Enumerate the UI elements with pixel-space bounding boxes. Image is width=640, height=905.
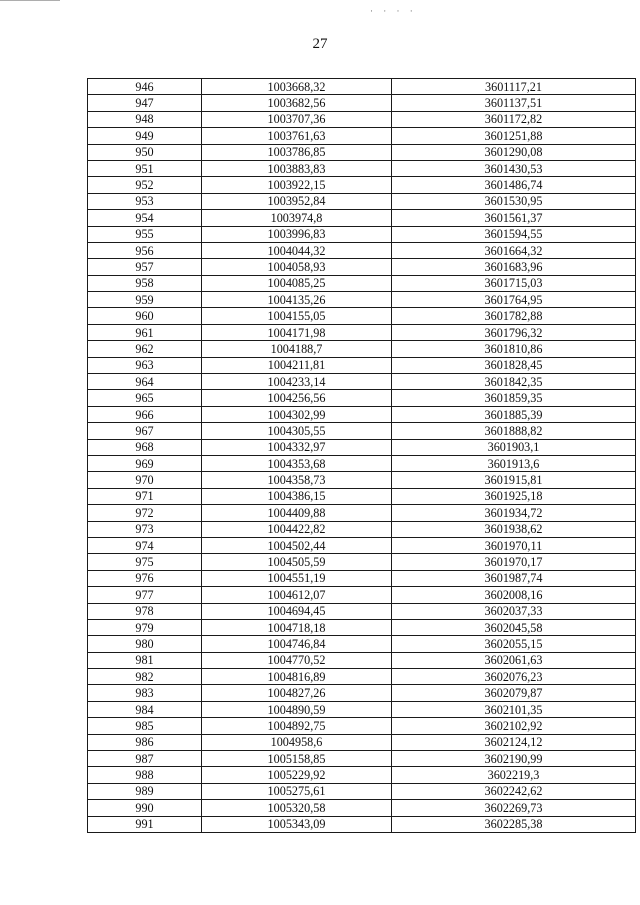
x-coordinate-cell: 1003707,36 — [202, 111, 392, 127]
y-coordinate-cell: 3601290,08 — [392, 144, 636, 160]
x-coordinate-cell: 1004353,68 — [202, 455, 392, 471]
table-row — [88, 341, 636, 357]
table-row — [88, 800, 636, 816]
y-coordinate-cell: 3601842,35 — [392, 374, 636, 390]
table-row — [88, 210, 636, 226]
point-number-cell: 982 — [88, 669, 202, 685]
y-coordinate-cell: 3601934,72 — [392, 505, 636, 521]
x-coordinate-cell: 1004085,25 — [202, 275, 392, 291]
x-coordinate-cell: 1004233,14 — [202, 374, 392, 390]
point-number-cell: 969 — [88, 455, 202, 471]
table-row — [88, 505, 636, 521]
table-row — [88, 701, 636, 717]
x-coordinate-cell: 1004958,6 — [202, 734, 392, 750]
x-coordinate-cell: 1004422,82 — [202, 521, 392, 537]
y-coordinate-cell: 3601715,03 — [392, 275, 636, 291]
point-number-cell: 957 — [88, 259, 202, 275]
table-row — [88, 144, 636, 160]
x-coordinate-cell: 1005229,92 — [202, 767, 392, 783]
point-number-cell: 956 — [88, 242, 202, 258]
y-coordinate-cell: 3601486,74 — [392, 177, 636, 193]
table-row — [88, 783, 636, 799]
table-row — [88, 521, 636, 537]
x-coordinate-cell: 1004892,75 — [202, 718, 392, 734]
y-coordinate-cell: 3601594,55 — [392, 226, 636, 242]
point-number-cell: 950 — [88, 144, 202, 160]
x-coordinate-cell: 1004256,56 — [202, 390, 392, 406]
point-number-cell: 953 — [88, 193, 202, 209]
x-coordinate-cell: 1004612,07 — [202, 587, 392, 603]
point-number-cell: 990 — [88, 800, 202, 816]
y-coordinate-cell: 3602101,35 — [392, 701, 636, 717]
y-coordinate-cell: 3601764,95 — [392, 292, 636, 308]
x-coordinate-cell: 1003682,56 — [202, 95, 392, 111]
table-row — [88, 242, 636, 258]
x-coordinate-cell: 1004890,59 — [202, 701, 392, 717]
point-number-cell: 952 — [88, 177, 202, 193]
y-coordinate-cell: 3602219,3 — [392, 767, 636, 783]
x-coordinate-cell: 1004358,73 — [202, 472, 392, 488]
table-row — [88, 390, 636, 406]
x-coordinate-cell: 1004058,93 — [202, 259, 392, 275]
y-coordinate-cell: 3602190,99 — [392, 751, 636, 767]
x-coordinate-cell: 1004171,98 — [202, 324, 392, 340]
point-number-cell: 968 — [88, 439, 202, 455]
y-coordinate-cell: 3601885,39 — [392, 406, 636, 422]
point-number-cell: 964 — [88, 374, 202, 390]
point-number-cell: 947 — [88, 95, 202, 111]
y-coordinate-cell: 3601925,18 — [392, 488, 636, 504]
table-row — [88, 603, 636, 619]
y-coordinate-cell: 3601796,32 — [392, 324, 636, 340]
table-row — [88, 619, 636, 635]
x-coordinate-cell: 1004302,99 — [202, 406, 392, 422]
table-row — [88, 554, 636, 570]
table-row — [88, 226, 636, 242]
point-number-cell: 977 — [88, 587, 202, 603]
point-number-cell: 955 — [88, 226, 202, 242]
point-number-cell: 958 — [88, 275, 202, 291]
table-row — [88, 111, 636, 127]
y-coordinate-cell: 3601251,88 — [392, 128, 636, 144]
table-row — [88, 734, 636, 750]
x-coordinate-cell: 1004386,15 — [202, 488, 392, 504]
page-number: 27 — [312, 36, 328, 52]
point-number-cell: 985 — [88, 718, 202, 734]
y-coordinate-cell: 3601782,88 — [392, 308, 636, 324]
y-coordinate-cell: 3602242,62 — [392, 783, 636, 799]
y-coordinate-cell: 3602008,16 — [392, 587, 636, 603]
y-coordinate-cell: 3601970,11 — [392, 537, 636, 553]
x-coordinate-cell: 1003761,63 — [202, 128, 392, 144]
x-coordinate-cell: 1004505,59 — [202, 554, 392, 570]
x-coordinate-cell: 1003952,84 — [202, 193, 392, 209]
x-coordinate-cell: 1005343,09 — [202, 816, 392, 832]
table-row — [88, 718, 636, 734]
y-coordinate-cell: 3602285,38 — [392, 816, 636, 832]
table-row — [88, 193, 636, 209]
y-coordinate-cell: 3601561,37 — [392, 210, 636, 226]
point-number-cell: 946 — [88, 79, 202, 95]
y-coordinate-cell: 3601137,51 — [392, 95, 636, 111]
table-row — [88, 406, 636, 422]
y-coordinate-cell: 3602055,15 — [392, 636, 636, 652]
point-number-cell: 979 — [88, 619, 202, 635]
point-number-cell: 988 — [88, 767, 202, 783]
table-row — [88, 292, 636, 308]
point-number-cell: 970 — [88, 472, 202, 488]
y-coordinate-cell: 3602037,33 — [392, 603, 636, 619]
point-number-cell: 978 — [88, 603, 202, 619]
x-coordinate-cell: 1004502,44 — [202, 537, 392, 553]
table-row — [88, 324, 636, 340]
x-coordinate-cell: 1004551,19 — [202, 570, 392, 586]
coordinates-table — [87, 78, 636, 833]
point-number-cell: 976 — [88, 570, 202, 586]
table-row — [88, 537, 636, 553]
x-coordinate-cell: 1004409,88 — [202, 505, 392, 521]
table-row — [88, 374, 636, 390]
x-coordinate-cell: 1004305,55 — [202, 423, 392, 439]
y-coordinate-cell: 3601859,35 — [392, 390, 636, 406]
y-coordinate-cell: 3601664,32 — [392, 242, 636, 258]
y-coordinate-cell: 3601903,1 — [392, 439, 636, 455]
point-number-cell: 972 — [88, 505, 202, 521]
table-row — [88, 259, 636, 275]
coordinates-table-body — [88, 79, 636, 833]
table-row — [88, 816, 636, 832]
point-number-cell: 965 — [88, 390, 202, 406]
table-row — [88, 160, 636, 176]
table-row — [88, 79, 636, 95]
table-row — [88, 95, 636, 111]
table-row — [88, 488, 636, 504]
table-row — [88, 423, 636, 439]
x-coordinate-cell: 1004135,26 — [202, 292, 392, 308]
table-row — [88, 472, 636, 488]
point-number-cell: 981 — [88, 652, 202, 668]
x-coordinate-cell: 1005320,58 — [202, 800, 392, 816]
y-coordinate-cell: 3601530,95 — [392, 193, 636, 209]
y-coordinate-cell: 3601915,81 — [392, 472, 636, 488]
point-number-cell: 973 — [88, 521, 202, 537]
table-row — [88, 767, 636, 783]
x-coordinate-cell: 1004816,89 — [202, 669, 392, 685]
scan-artifact — [0, 0, 60, 7]
x-coordinate-cell: 1004694,45 — [202, 603, 392, 619]
point-number-cell: 987 — [88, 751, 202, 767]
table-row — [88, 570, 636, 586]
y-coordinate-cell: 3601117,21 — [392, 79, 636, 95]
x-coordinate-cell: 1003996,83 — [202, 226, 392, 242]
table-row — [88, 587, 636, 603]
x-coordinate-cell: 1003974,8 — [202, 210, 392, 226]
point-number-cell: 948 — [88, 111, 202, 127]
point-number-cell: 967 — [88, 423, 202, 439]
y-coordinate-cell: 3601810,86 — [392, 341, 636, 357]
point-number-cell: 984 — [88, 701, 202, 717]
point-number-cell: 986 — [88, 734, 202, 750]
y-coordinate-cell: 3601938,62 — [392, 521, 636, 537]
y-coordinate-cell: 3602076,23 — [392, 669, 636, 685]
point-number-cell: 971 — [88, 488, 202, 504]
point-number-cell: 961 — [88, 324, 202, 340]
x-coordinate-cell: 1004718,18 — [202, 619, 392, 635]
y-coordinate-cell: 3601970,17 — [392, 554, 636, 570]
table-row — [88, 669, 636, 685]
table-row — [88, 308, 636, 324]
x-coordinate-cell: 1003668,32 — [202, 79, 392, 95]
x-coordinate-cell: 1004211,81 — [202, 357, 392, 373]
point-number-cell: 962 — [88, 341, 202, 357]
point-number-cell: 960 — [88, 308, 202, 324]
x-coordinate-cell: 1004332,97 — [202, 439, 392, 455]
point-number-cell: 963 — [88, 357, 202, 373]
point-number-cell: 975 — [88, 554, 202, 570]
x-coordinate-cell: 1004188,7 — [202, 341, 392, 357]
point-number-cell: 966 — [88, 406, 202, 422]
table-row — [88, 177, 636, 193]
y-coordinate-cell: 3601683,96 — [392, 259, 636, 275]
y-coordinate-cell: 3602079,87 — [392, 685, 636, 701]
point-number-cell: 974 — [88, 537, 202, 553]
y-coordinate-cell: 3602061,63 — [392, 652, 636, 668]
y-coordinate-cell: 3601987,74 — [392, 570, 636, 586]
y-coordinate-cell: 3601913,6 — [392, 455, 636, 471]
table-row — [88, 275, 636, 291]
y-coordinate-cell: 3602124,12 — [392, 734, 636, 750]
table-row — [88, 636, 636, 652]
x-coordinate-cell: 1004827,26 — [202, 685, 392, 701]
point-number-cell: 983 — [88, 685, 202, 701]
table-row — [88, 652, 636, 668]
y-coordinate-cell: 3602102,92 — [392, 718, 636, 734]
y-coordinate-cell: 3601888,82 — [392, 423, 636, 439]
scan-artifact-dots: · · · · — [370, 6, 417, 16]
table-row — [88, 128, 636, 144]
x-coordinate-cell: 1003883,83 — [202, 160, 392, 176]
table-row — [88, 357, 636, 373]
point-number-cell: 959 — [88, 292, 202, 308]
y-coordinate-cell: 3602045,58 — [392, 619, 636, 635]
point-number-cell: 951 — [88, 160, 202, 176]
x-coordinate-cell: 1004770,52 — [202, 652, 392, 668]
y-coordinate-cell: 3601828,45 — [392, 357, 636, 373]
y-coordinate-cell: 3601172,82 — [392, 111, 636, 127]
point-number-cell: 980 — [88, 636, 202, 652]
point-number-cell: 991 — [88, 816, 202, 832]
x-coordinate-cell: 1003786,85 — [202, 144, 392, 160]
point-number-cell: 949 — [88, 128, 202, 144]
y-coordinate-cell: 3602269,73 — [392, 800, 636, 816]
x-coordinate-cell: 1003922,15 — [202, 177, 392, 193]
x-coordinate-cell: 1004746,84 — [202, 636, 392, 652]
y-coordinate-cell: 3601430,53 — [392, 160, 636, 176]
x-coordinate-cell: 1004044,32 — [202, 242, 392, 258]
point-number-cell: 989 — [88, 783, 202, 799]
table-row — [88, 685, 636, 701]
x-coordinate-cell: 1005275,61 — [202, 783, 392, 799]
x-coordinate-cell: 1005158,85 — [202, 751, 392, 767]
point-number-cell: 954 — [88, 210, 202, 226]
table-row — [88, 439, 636, 455]
x-coordinate-cell: 1004155,05 — [202, 308, 392, 324]
table-row — [88, 455, 636, 471]
table-row — [88, 751, 636, 767]
